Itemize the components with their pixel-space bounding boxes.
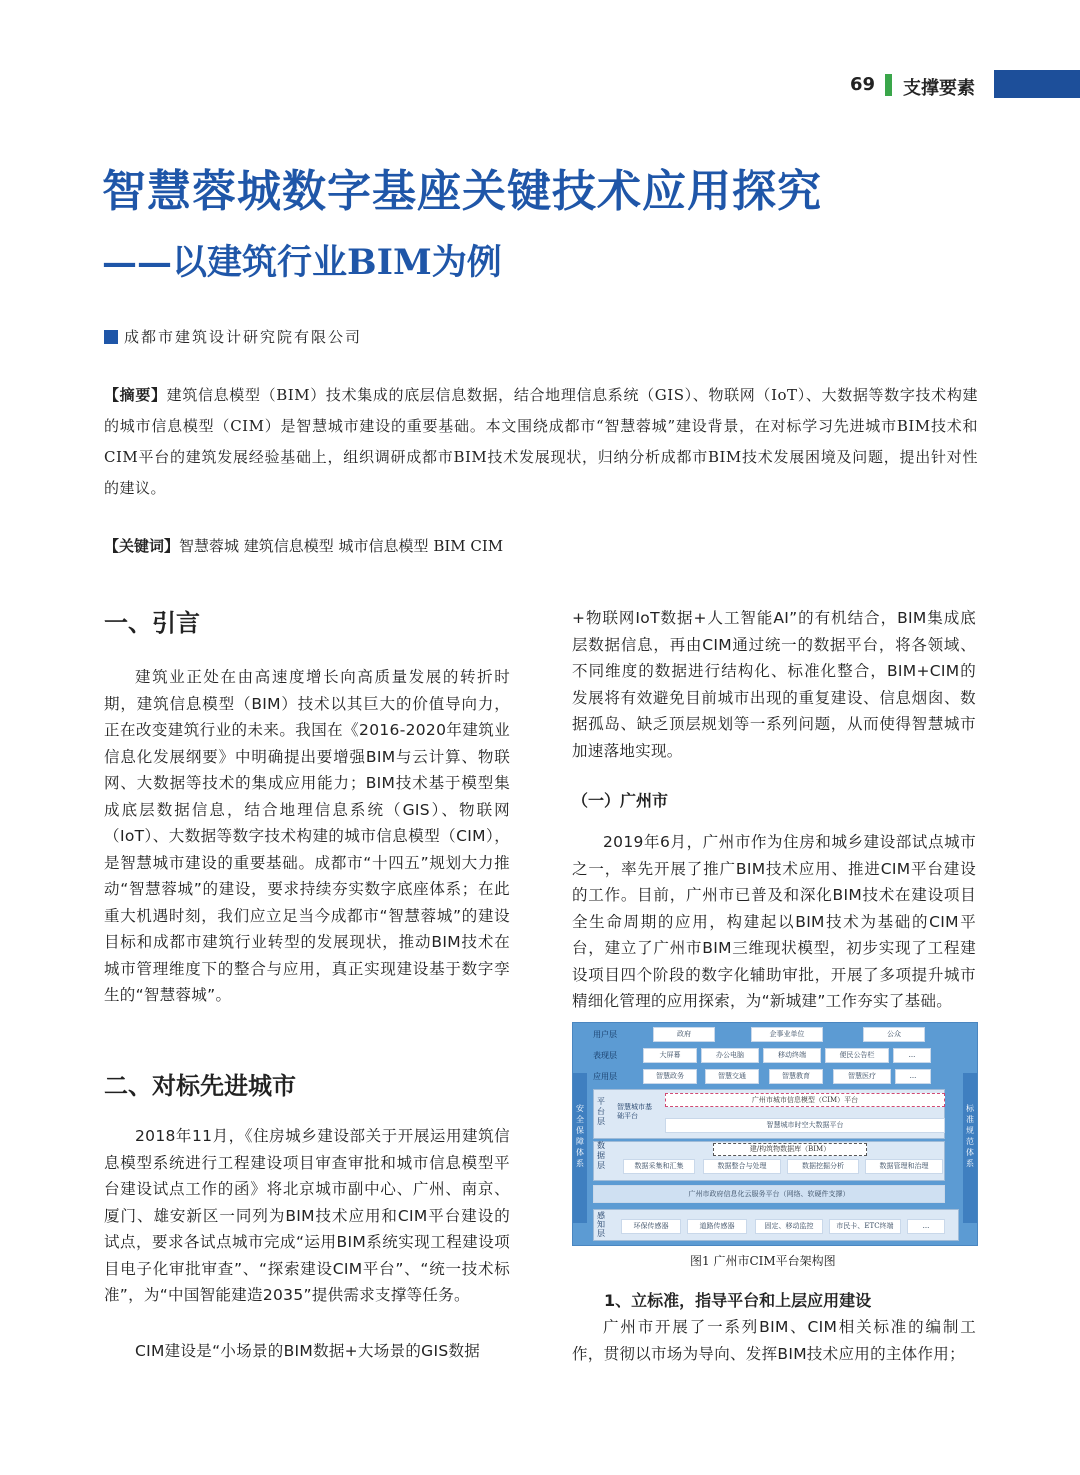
app-chip: 智慧政务 <box>643 1069 697 1084</box>
paragraph-standards: 广州市开展了一系列BIM、CIM相关标准的编制工作，贯彻以市场为导向、发挥BIM技术应用的主体作用； <box>572 1318 976 1363</box>
paragraph-guangzhou: 2019年6月，广州市作为住房和城乡建设部试点城市之一，率先开展了推广BIM技术应用、推进CIM平台建设的工作。目前，广州市已普及和深化BIM技术在建设项目全生命周期的应用，构建起以BIM技术为基础的CIM平台，建立了广州市BIM三维现状模型，初步实现了工程建设项目四个阶段的数字化辅助审批，开展了多项提升城市精细化管理的应用探索，为“新城建”工作夯实了基础。 <box>572 833 976 1010</box>
row-label-data: 数据层 <box>597 1141 605 1170</box>
app-chip: ... <box>895 1069 931 1084</box>
author: 成都市建筑设计研究院有限公司 <box>124 328 363 346</box>
user-chip: 企事业单位 <box>751 1027 823 1042</box>
sense-chip: ... <box>907 1219 945 1234</box>
cim-platform-box: 广州市城市信息模型（CIM）平台 <box>665 1093 945 1107</box>
app-chip: 智慧教育 <box>769 1069 823 1084</box>
data-chip: 数据整合与处理 <box>703 1159 781 1174</box>
data-chip: 数据挖掘分析 <box>787 1159 859 1174</box>
abstract-text: 建筑信息模型（BIM）技术集成的底层信息数据，结合地理信息系统（GIS）、物联网（IoT）、大数据等数字技术构建的城市信息模型（CIM）是智慧城市建设的重要基础。本文围绕成都市“智慧蓉城”建设背景，在对标学习先进城市BIM技术和CIM平台的建筑发展经验基础上，组织调研成都市BIM技术发展现状，归纳分析成都市BIM技术发展困境及问题，提出针对性的建议。 <box>104 386 978 497</box>
article-subtitle: ——以建筑行业BIM为例 <box>102 242 502 283</box>
header-accent-bar <box>885 74 892 96</box>
paragraph-benchmark: 2018年11月，《住房城乡建设部关于开展运用建筑信息模型系统进行工程建设项目审查审批和城市信息模型平台建设试点工作的函》将北京城市副中心、广州、南京、厦门、雄安新区一同列为BIM技术应用和CIM平台建设的试点，要求各试点城市完成“运用BIM系统实现工程建设项目电子化审批审查”、“探索建设CIM平台”、“统一技术标准”，为“中国智能建造2035”提供需求支撑等任务。 <box>104 1127 510 1304</box>
keywords-text: 智慧蓉城 建筑信息模型 城市信息模型 BIM CIM <box>179 537 504 555</box>
show-chip: 移动终端 <box>763 1048 821 1063</box>
cloud-service-bar: 广州市政府信息化云服务平台（网络、软硬件支撑） <box>593 1185 945 1203</box>
abstract <box>104 380 978 504</box>
bim-database-box: 建/构筑物数据库（BIM） <box>713 1143 867 1156</box>
sense-chip: 环保传感器 <box>621 1219 681 1234</box>
user-chip: 公众 <box>863 1027 925 1042</box>
app-chip: 智慧交通 <box>705 1069 759 1084</box>
app-chip: 智慧医疗 <box>833 1069 891 1084</box>
show-chip: 便民公告栏 <box>825 1048 889 1063</box>
heading-standards: 1、立标准，指导平台和上层应用建设 <box>604 1291 872 1310</box>
row-label-user: 用户层 <box>593 1030 617 1039</box>
show-chip: ... <box>893 1048 931 1063</box>
keywords-label: 【关键词】 <box>104 537 180 555</box>
keywords <box>104 535 503 556</box>
data-chip: 数据采集和汇集 <box>623 1159 695 1174</box>
cim-architecture-figure <box>572 1022 978 1246</box>
show-chip: 办公电脑 <box>701 1048 759 1063</box>
heading-guangzhou: （一）广州市 <box>572 791 669 810</box>
sense-chip: 市民卡、ETC终端 <box>829 1219 901 1234</box>
heading-introduction: 一、引言 <box>104 609 200 637</box>
data-chip: 数据管理和治理 <box>865 1159 943 1174</box>
standard-side-label: 标准规范体系 <box>963 1073 977 1223</box>
figure-caption: 图1 广州市CIM平台架构图 <box>690 1254 836 1268</box>
page-number: 69 <box>850 74 876 95</box>
section-label: 支撑要素 <box>903 78 975 99</box>
paragraph-introduction: 建筑业正处在由高速度增长向高质量发展的转折时期，建筑信息模型（BIM）技术以其巨大的价值导向力，正在改变建筑行业的未来。我国在《2016-2020年建筑业信息化发展纲要》中明确提出要增强BIM与云计算、物联网、大数据等技术的集成应用能力；BIM技术基于模型集成底层数据信息，结合地理信息系统（GIS）、物联网（IoT）、大数据等数字技术构建的城市信息模型（CIM），是智慧城市建设的重要基础。成都市“十四五”规划大力推动“智慧蓉城”的建设，要求持续夯实数字底座体系；在此重大机遇时刻，我们应立足当今成都市“智慧蓉城”的建设目标和成都市建筑行业转型的发展现状，推动BIM技术在城市管理维度下的整合与应用，真正实现建设基于数字孪生的“智慧蓉城”。 <box>104 668 510 1004</box>
author-marker-icon <box>104 330 118 344</box>
abstract-label: 【摘要】 <box>104 386 167 404</box>
row-label-app: 应用层 <box>593 1072 617 1081</box>
platform-sub-label: 智慧城市基础平台 <box>617 1103 652 1120</box>
paragraph-cim-cont: +物联网IoT数据+人工智能AI”的有机结合，BIM集成底层数据信息，再由CIM通过统一的数据平台，将各领域、不同维度的数据进行结构化、标准化整合，BIM+CIM的发展将有效避免目前城市出现的重复建设、信息烟囱、数据孤岛、缺乏顶层规划等一系列问题，从而使得智慧城市加速落地实现。 <box>572 609 976 760</box>
row-label-sense: 感知层 <box>597 1211 605 1238</box>
spatiotemporal-platform: 智慧城市时空大数据平台 <box>665 1118 945 1133</box>
show-chip: 大屏幕 <box>643 1048 697 1063</box>
header-blue-band <box>994 70 1080 98</box>
article-title: 智慧蓉城数字基座关键技术应用探究 <box>102 166 822 217</box>
sense-chip: 固定、移动监控 <box>755 1219 823 1234</box>
user-chip: 政府 <box>653 1027 715 1042</box>
heading-benchmark: 二、对标先进城市 <box>104 1072 296 1100</box>
paragraph-cim: CIM建设是“小场景的BIM数据+大场景的GIS数据 <box>135 1342 481 1360</box>
security-side-label: 安全保障体系 <box>573 1073 587 1223</box>
sense-chip: 道路传感器 <box>687 1219 747 1234</box>
row-label-show: 表现层 <box>593 1051 617 1060</box>
row-label-platform: 平台层 <box>597 1097 605 1126</box>
